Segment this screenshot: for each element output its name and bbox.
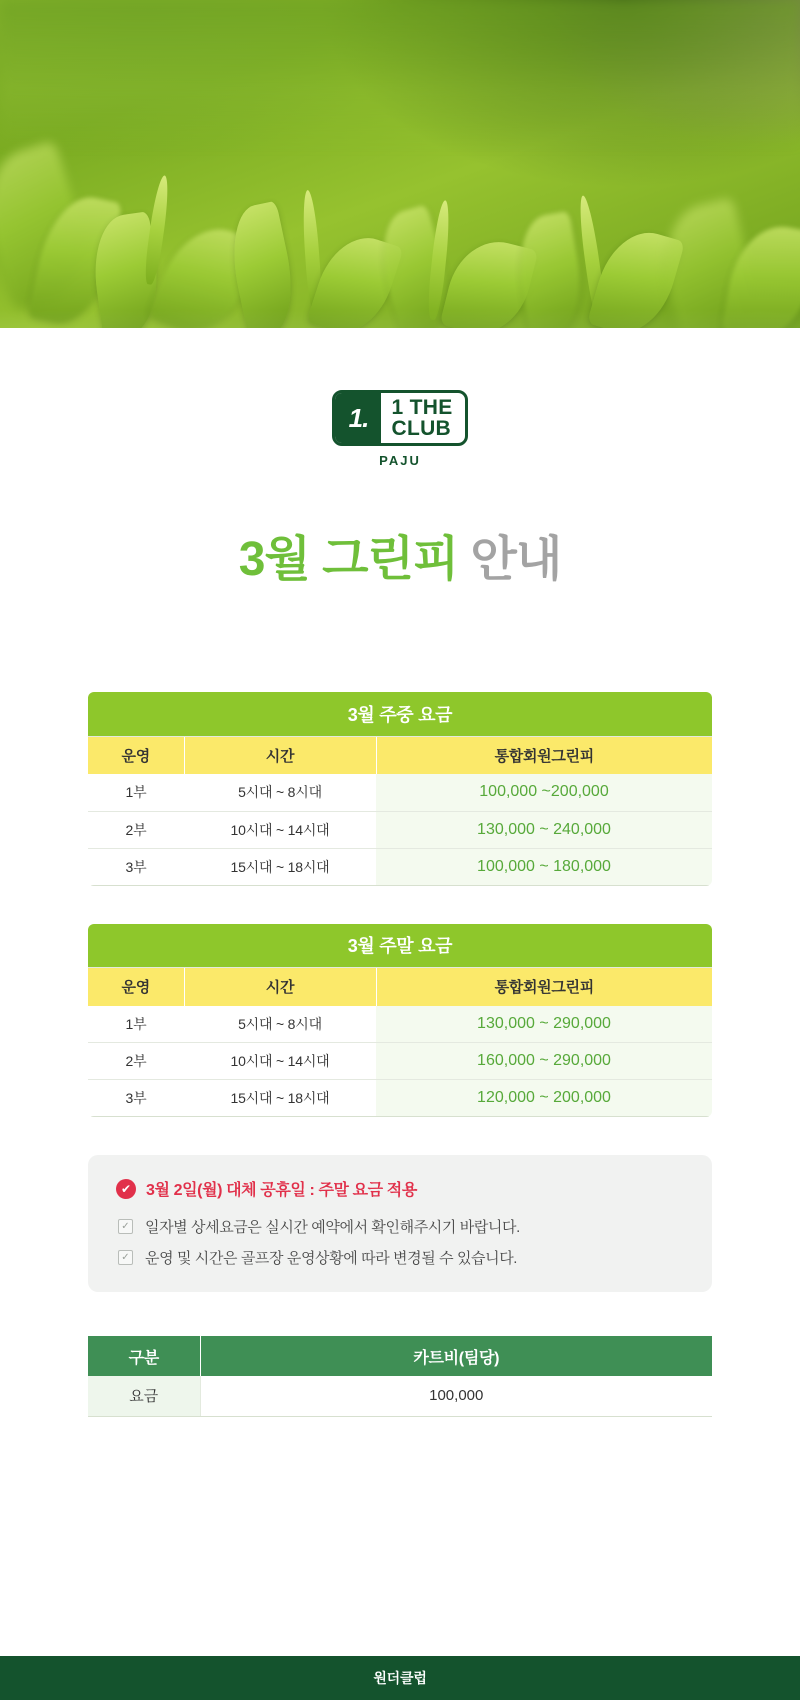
notice-item [116,1216,684,1237]
weekend-rate-table [88,924,712,1118]
cell-label: 요금 [88,1376,200,1416]
cell-time: 10시대 ~ 14시대 [184,1043,376,1080]
notice-highlight-text: 3월 2일(월) 대체 공휴일 : 주말 요금 적용 [146,1182,417,1199]
notice-box [88,1155,712,1292]
table-row [88,811,712,848]
logo-sub-label: PAJU [379,453,421,468]
column-header: 구분 [88,1336,200,1376]
cell-session: 3부 [88,1080,184,1117]
table-row [88,1080,712,1117]
column-header: 카트비(팀당) [200,1336,712,1376]
notice-item-text: 운영 및 시간은 골프장 운영상황에 따라 변경될 수 있습니다. [145,1250,518,1267]
cell-price: 100,000 ~200,000 [376,774,712,811]
notice-item-text: 일자별 상세요금은 실시간 예약에서 확인해주시기 바랍니다. [145,1219,520,1236]
table-caption-row [88,692,712,736]
cell-value: 100,000 [200,1376,712,1416]
cell-price: 160,000 ~ 290,000 [376,1043,712,1080]
logo-line-2: CLUB [391,417,452,440]
table-row [88,1376,712,1416]
table-row [88,1043,712,1080]
table-caption-row [88,924,712,968]
page-title-accent: 3월 그린피 [238,533,459,586]
checkbox-icon: ✓ [118,1250,133,1265]
page-title-muted: 안내 [470,533,562,586]
cart-fee-table [88,1336,712,1417]
cell-session: 3부 [88,848,184,885]
footer-bar [0,1656,800,1700]
table-row [88,1006,712,1043]
cell-time: 10시대 ~ 14시대 [184,811,376,848]
column-header: 통합회원그린피 [376,968,712,1006]
table-caption: 3월 주중 요금 [88,692,712,736]
table-header-row [88,1336,712,1376]
cell-price: 130,000 ~ 290,000 [376,1006,712,1043]
cell-time: 15시대 ~ 18시대 [184,1080,376,1117]
brand-logo [0,390,800,468]
column-header: 시간 [184,968,376,1006]
cell-session: 1부 [88,774,184,811]
table-row [88,848,712,885]
logo-mark-icon: 1. [335,393,381,443]
logo-text [381,393,464,443]
hero-image [0,0,800,328]
table-row [88,774,712,811]
hero-bottom-fade [0,288,800,328]
hero-blur-overlay [0,0,800,150]
column-header: 운영 [88,968,184,1006]
notice-highlight-row [116,1177,684,1200]
table-header-row [88,736,712,774]
cart-fee-section [88,1336,712,1417]
cell-session: 1부 [88,1006,184,1043]
column-header: 통합회원그린피 [376,736,712,774]
cell-time: 5시대 ~ 8시대 [184,1006,376,1043]
logo-line-1: 1 THE [391,395,453,419]
column-header: 운영 [88,736,184,774]
cell-session: 2부 [88,811,184,848]
column-header: 시간 [184,736,376,774]
table-header-row [88,968,712,1006]
cell-price: 120,000 ~ 200,000 [376,1080,712,1117]
cell-price: 130,000 ~ 240,000 [376,811,712,848]
table-caption: 3월 주말 요금 [88,924,712,968]
cell-time: 15시대 ~ 18시대 [184,848,376,885]
page-title [0,520,800,589]
cell-session: 2부 [88,1043,184,1080]
notice-item [116,1247,684,1268]
cell-time: 5시대 ~ 8시대 [184,774,376,811]
check-circle-icon: ✔ [116,1179,136,1199]
cell-price: 100,000 ~ 180,000 [376,848,712,885]
footer-text: 원더클럽 [373,1670,427,1686]
rate-tables [88,589,712,1117]
checkbox-icon: ✓ [118,1219,133,1234]
logo-box [332,390,467,446]
weekday-rate-table [88,692,712,886]
